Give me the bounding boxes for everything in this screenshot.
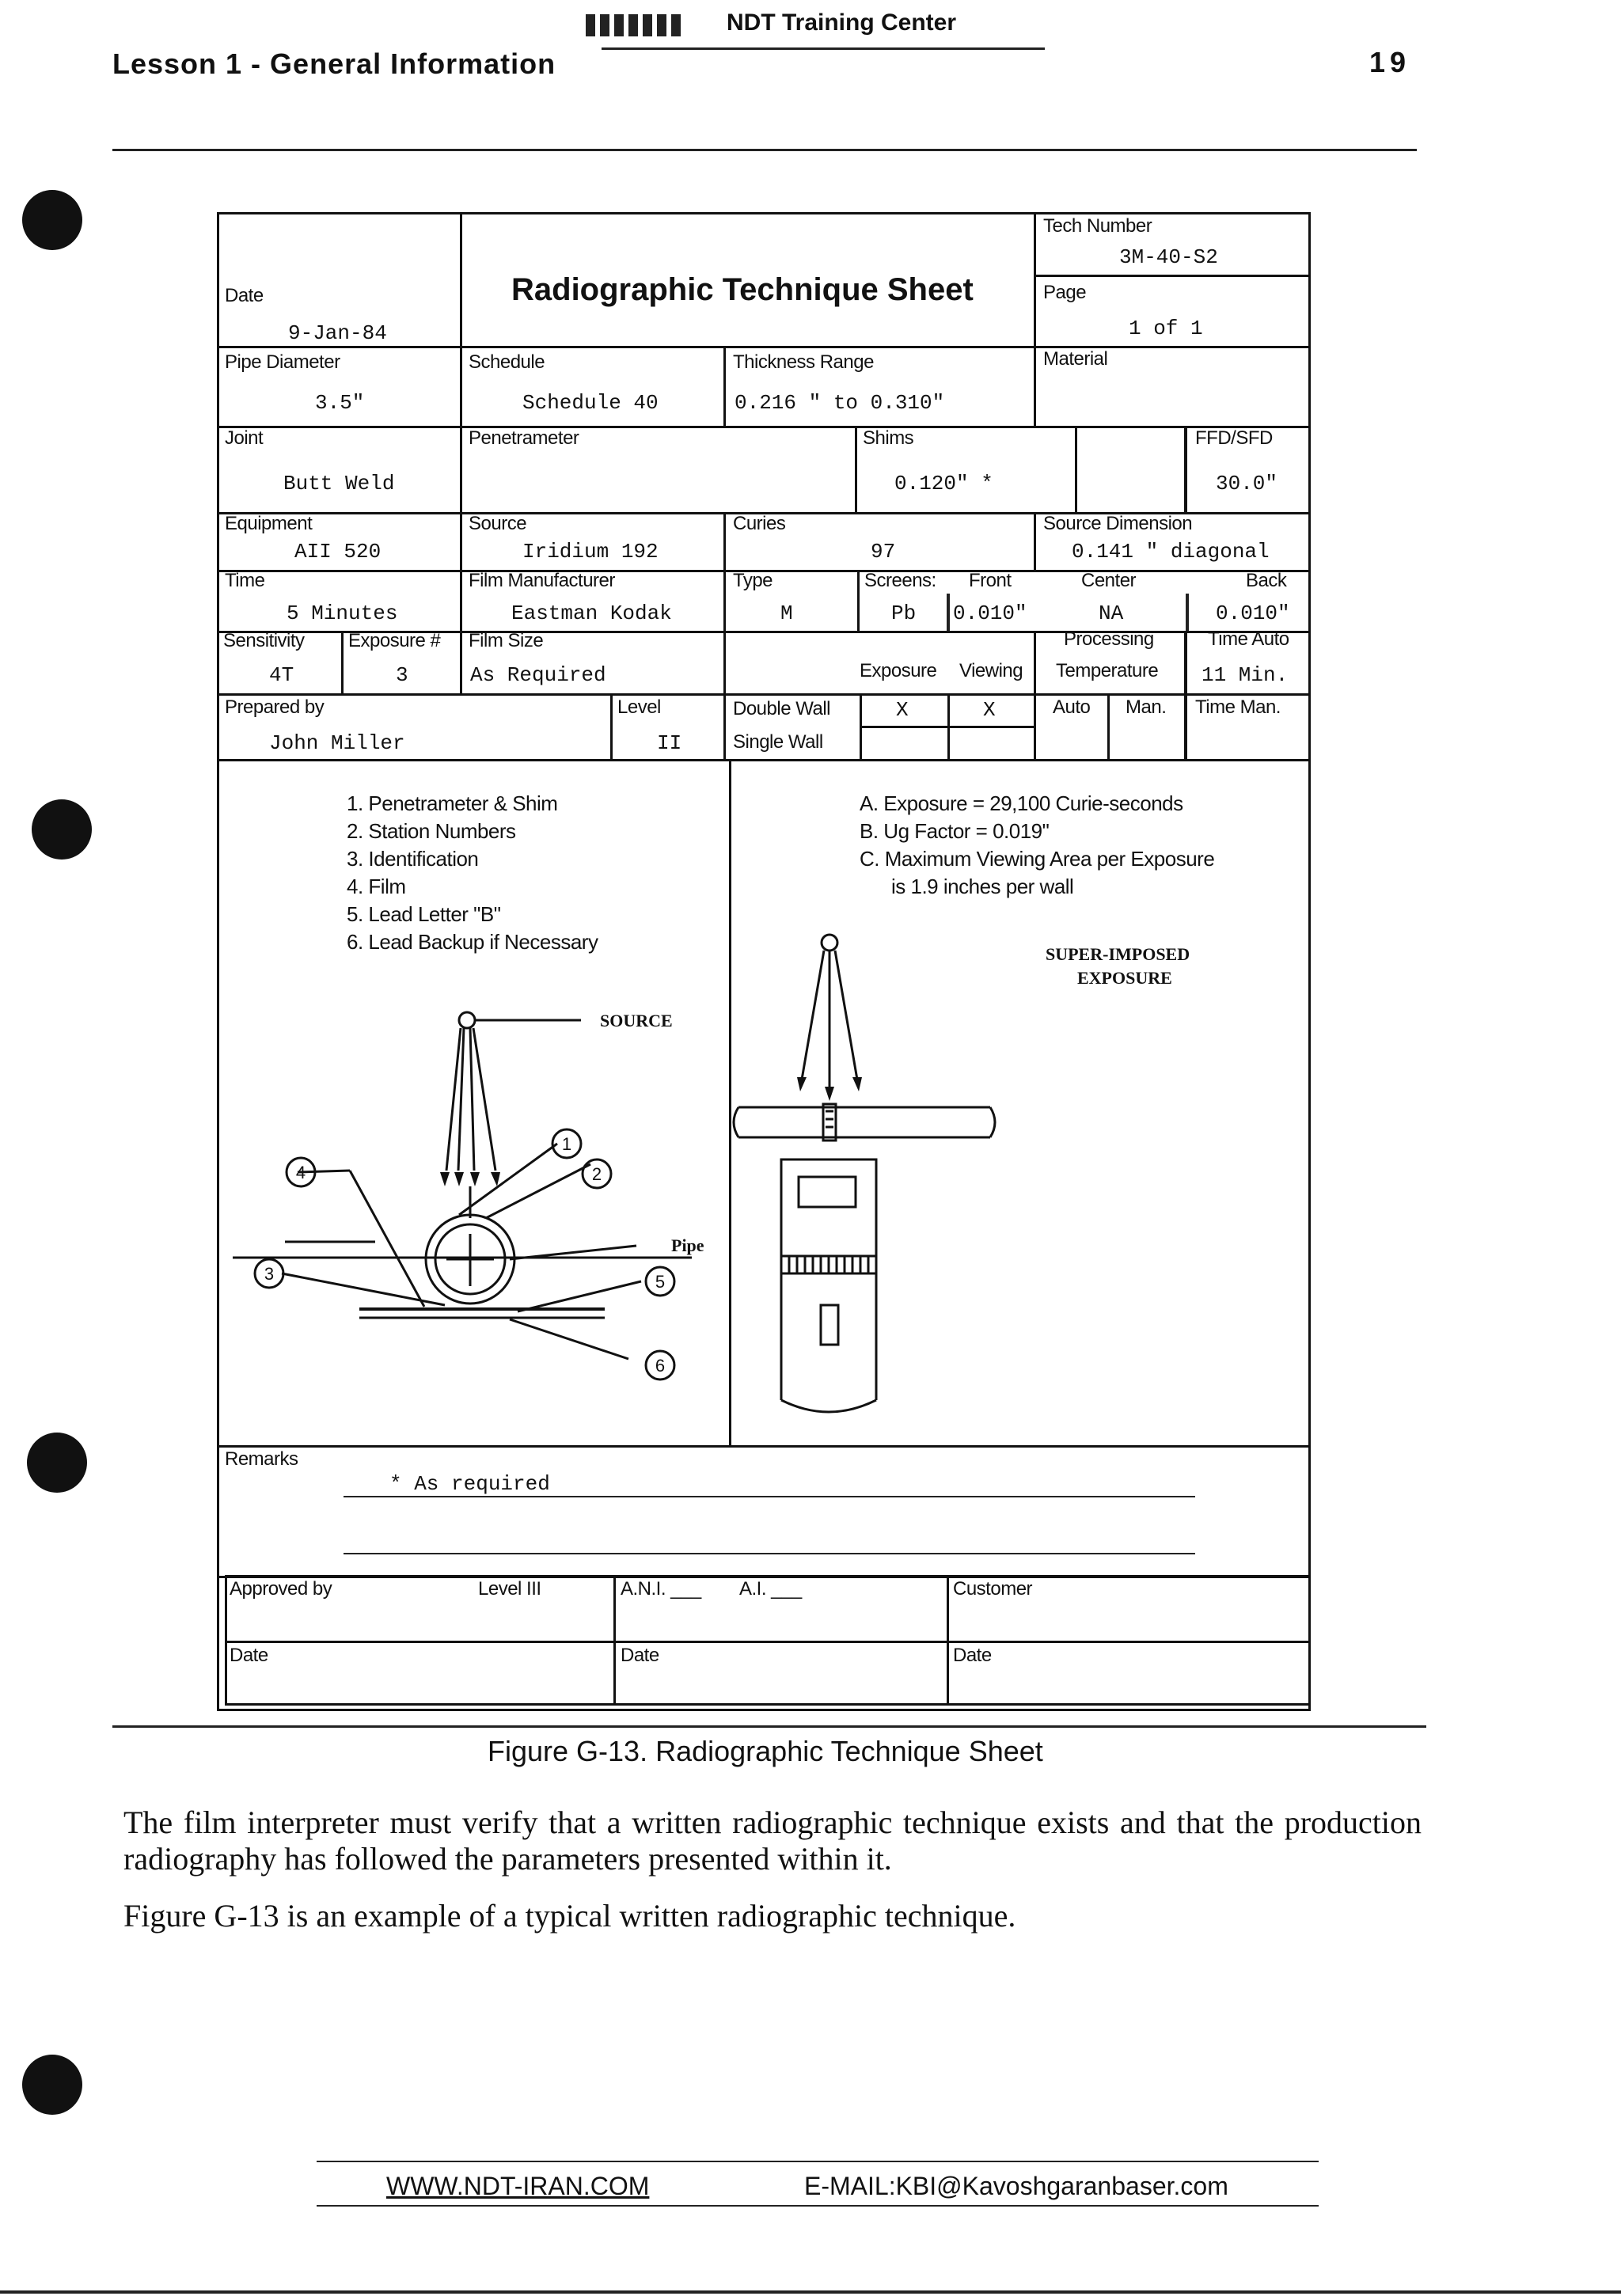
callout-number: 4 (295, 1163, 306, 1182)
paragraph-1: The film interpreter must verify that a written radiographic technique exists and that the production radiography has followed the parameters presented within it. (123, 1805, 1422, 1877)
center-label: Center (1081, 570, 1137, 591)
curies-value: 97 (871, 540, 896, 564)
form-title: Radiographic Technique Sheet (511, 272, 974, 307)
note-item: 2. Station Numbers (347, 819, 516, 843)
front-label: Front (969, 570, 1012, 591)
date-value: 9-Jan-84 (288, 321, 387, 345)
footer-rule (317, 2161, 1319, 2162)
shims-value: 0.120" * (894, 472, 993, 495)
back-label: Back (1246, 570, 1287, 591)
superimposed-tag: EXPOSURE (1077, 968, 1172, 988)
note-item: 3. Identification (347, 847, 479, 871)
top-rule (112, 149, 1417, 151)
note-item: C. Maximum Viewing Area per Exposure (860, 847, 1215, 871)
level-label: Level (617, 696, 661, 718)
thickness-label: Thickness Range (733, 351, 874, 373)
figure-caption: Figure G-13. Radiographic Technique Sheet (488, 1735, 1043, 1767)
screen-material: Pb (891, 602, 917, 625)
punch-hole (22, 2055, 82, 2115)
single-wall-label: Single Wall (733, 731, 823, 753)
ffd-label: FFD/SFD (1195, 427, 1273, 449)
ffd-value: 30.0" (1216, 472, 1278, 495)
man-label: Man. (1126, 696, 1167, 718)
joint-label: Joint (225, 427, 264, 449)
sensitivity-value: 4T (269, 663, 294, 687)
source-value: Iridium 192 (522, 540, 659, 564)
callout-number: 5 (655, 1272, 666, 1292)
film-size-value: As Required (470, 663, 606, 687)
equipment-label: Equipment (225, 513, 313, 534)
auto-label: Auto (1053, 696, 1091, 718)
pipe-tag: Pipe (671, 1235, 704, 1255)
date-label: Date (225, 285, 264, 306)
sw-exposure-box (860, 726, 950, 761)
pipe-diameter-label: Pipe Diameter (225, 351, 340, 373)
callout-number: 1 (561, 1134, 572, 1154)
sensitivity-label: Sensitivity (223, 630, 305, 651)
date-cell-2 (225, 1641, 616, 1706)
ai-label: A.I. ___ (739, 1578, 802, 1600)
source-tag: SOURCE (600, 1011, 673, 1030)
double-wall-exposure-diagram (217, 759, 731, 1448)
note-item: 5. Lead Letter "B" (347, 902, 501, 926)
date-label-2: Date (230, 1645, 268, 1666)
time-label: Time (225, 570, 265, 591)
ani-label: A.N.I. ___ (621, 1578, 701, 1600)
exposure-no-value: 3 (396, 663, 408, 687)
front-value: 0.010" (953, 602, 1027, 625)
logo (586, 14, 685, 36)
film-size-label: Film Size (469, 630, 544, 651)
source-dim-label: Source Dimension (1043, 513, 1193, 534)
remarks-line (344, 1496, 1195, 1497)
exposure-no-label: Exposure # (348, 630, 441, 651)
thickness-value: 0.216 " to 0.310" (735, 391, 945, 415)
source-dim-value: 0.141 " diagonal (1072, 540, 1270, 564)
schedule-value: Schedule 40 (522, 391, 659, 415)
pipe-diameter-value: 3.5" (315, 391, 365, 415)
schedule-label: Schedule (469, 351, 545, 373)
date-cell-4 (947, 1641, 1311, 1706)
curies-label: Curies (733, 513, 786, 534)
double-wall-label: Double Wall (733, 698, 830, 719)
joint-value: Butt Weld (283, 472, 395, 495)
level3-label: Level III (478, 1578, 541, 1600)
note-item: A. Exposure = 29,100 Curie-seconds (860, 791, 1183, 815)
screen-divider (947, 594, 950, 633)
superimposed-tag: SUPER-IMPOSED (1046, 944, 1190, 964)
note-item: 1. Penetrameter & Shim (347, 791, 558, 815)
dw-exposure-value: X (896, 698, 909, 722)
type-label: Type (733, 570, 773, 591)
prepared-by-value: John Miller (269, 731, 405, 755)
viewing-label: Viewing (959, 660, 1023, 681)
equipment-value: AII 520 (294, 540, 382, 564)
approved-by-label: Approved by (230, 1578, 332, 1600)
footer-rule (317, 2205, 1319, 2207)
date-label-4: Date (953, 1645, 992, 1666)
shims-label: Shims (863, 427, 914, 449)
remarks-label: Remarks (225, 1448, 298, 1470)
exposure-label: Exposure (860, 660, 937, 681)
source-label: Source (469, 513, 527, 534)
type-value: M (780, 602, 793, 625)
note-item: B. Ug Factor = 0.019" (860, 819, 1050, 843)
callout-number: 6 (655, 1356, 666, 1376)
customer-label: Customer (953, 1578, 1033, 1600)
prepared-by-label: Prepared by (225, 696, 325, 718)
technique-sheet-form (217, 212, 1311, 1711)
super-imposed-exposure-diagram (729, 759, 1311, 1448)
note-item: 4. Film (347, 875, 406, 898)
caption-rule (112, 1725, 1426, 1728)
page-number: 19 (1369, 46, 1411, 78)
header-rule (602, 47, 1045, 50)
punch-hole (32, 799, 92, 860)
note-item: is 1.9 inches per wall (891, 875, 1074, 898)
time-auto-label: Time Auto (1208, 628, 1289, 650)
punch-hole (22, 190, 82, 250)
dw-viewing-value: X (983, 698, 996, 722)
note-item: 6. Lead Backup if Necessary (347, 930, 598, 954)
remarks-line (344, 1553, 1195, 1554)
level-value: II (657, 731, 682, 755)
center-value: NA (1099, 602, 1124, 625)
footer-email[interactable]: E-MAIL:KBI@Kavoshgaranbaser.com (804, 2172, 1228, 2200)
film-mfr-label: Film Manufacturer (469, 570, 615, 591)
screen-divider (1186, 594, 1189, 633)
page-label: Page (1043, 282, 1087, 303)
punch-hole (27, 1433, 87, 1493)
center-title: NDT Training Center (727, 9, 957, 36)
back-value: 0.010" (1216, 602, 1290, 625)
footer-website[interactable]: WWW.NDT-IRAN.COM (386, 2172, 650, 2200)
remarks-value: * As required (389, 1472, 550, 1496)
time-auto-value: 11 Min. (1202, 663, 1289, 687)
sw-viewing-box (947, 726, 1036, 761)
time-value: 5 Minutes (287, 602, 398, 625)
material-label: Material (1043, 348, 1108, 370)
tech-number-label: Tech Number (1043, 215, 1152, 237)
callout-number: 2 (591, 1164, 602, 1184)
film-mfr-value: Eastman Kodak (511, 602, 672, 625)
callout-number: 3 (264, 1264, 275, 1284)
temperature-label: Temperature (1056, 660, 1159, 681)
bottom-rule (0, 2290, 1621, 2294)
processing-label: Processing (1064, 628, 1154, 650)
paragraph-2: Figure G-13 is an example of a typical written radiographic technique. (123, 1898, 1016, 1934)
date-label-3: Date (621, 1645, 659, 1666)
page-value: 1 of 1 (1129, 317, 1203, 340)
time-man-label: Time Man. (1195, 696, 1281, 718)
lesson-title: Lesson 1 - General Information (112, 47, 556, 80)
date-cell-3 (613, 1641, 949, 1706)
penetrameter-label: Penetrameter (469, 427, 579, 449)
screens-label: Screens: (864, 570, 936, 591)
remarks-cell (217, 1445, 1311, 1578)
tech-number-value: 3M-40-S2 (1119, 245, 1218, 269)
